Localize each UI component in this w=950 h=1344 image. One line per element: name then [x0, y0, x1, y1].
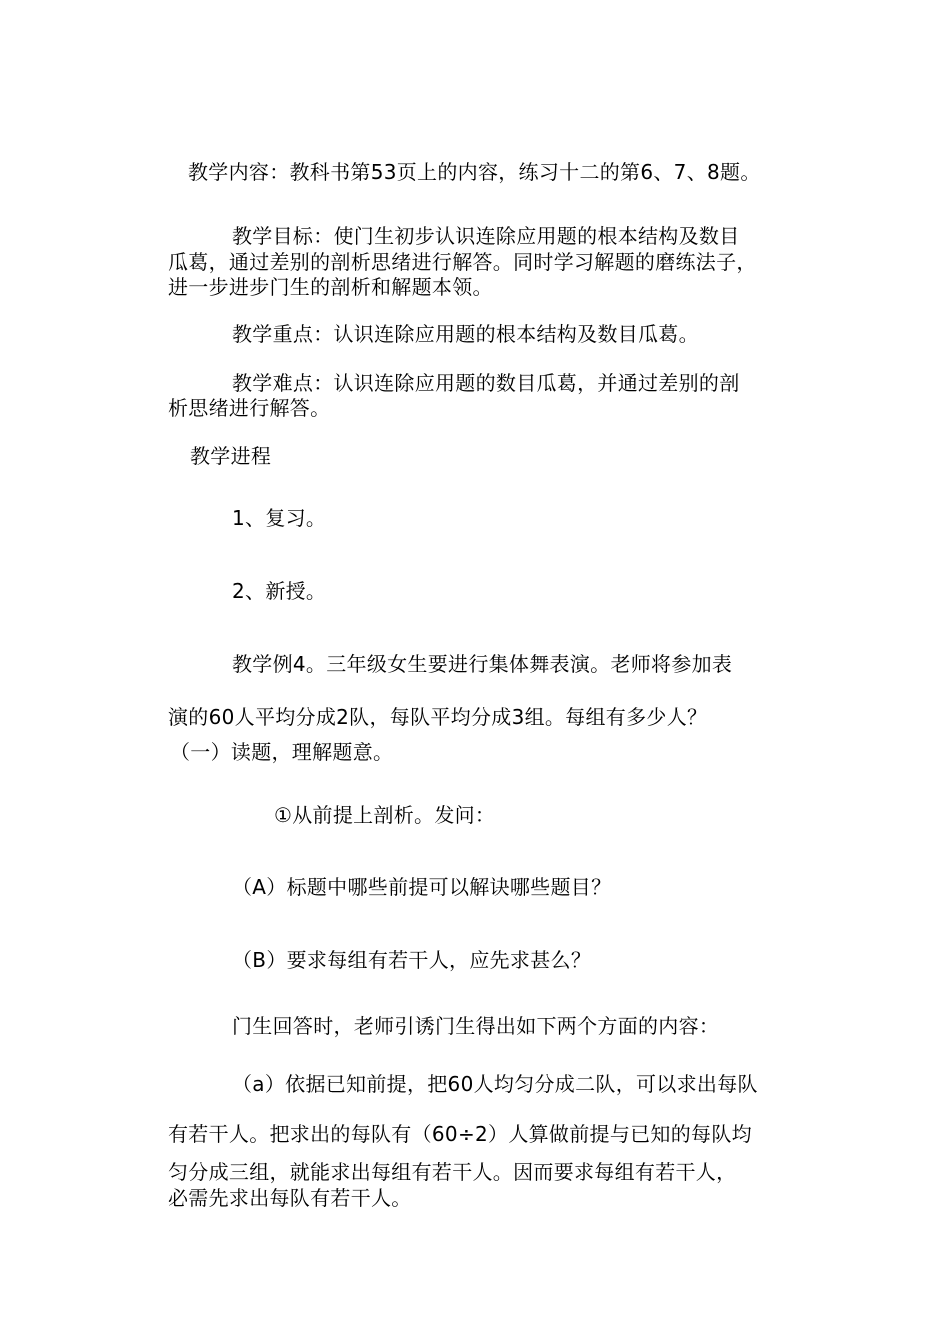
teaching-content-line: 教学内容：教科书第53页上的内容，练习十二的第6、7、8题。	[188, 160, 761, 184]
student-answer-intro: 门生回答时，老师引诱门生得出如下两个方面的内容：	[232, 1014, 720, 1038]
step-review: 1、复习。	[232, 506, 327, 530]
section-heading-process: 教学进程	[190, 444, 272, 468]
answer-a-line-3: 匀分成三组，就能求出每组有若干人。因而要求每组有若干人，	[168, 1160, 737, 1184]
answer-a-line-1: （a）依据已知前提，把60人均匀分成二队，可以求出每队	[232, 1072, 758, 1096]
analysis-from-premise: ①从前提上剖析。发问：	[274, 803, 496, 827]
teaching-goal-line-2: 瓜葛，通过差别的剖析思绪进行解答。同时学习解题的磨练法子，	[168, 250, 757, 274]
teaching-goal-line-3: 进一步进步门生的剖析和解题本领。	[168, 275, 493, 299]
step-new-lesson: 2、新授。	[232, 579, 327, 603]
answer-a-line-4: 必需先求出每队有若干人。	[168, 1186, 412, 1210]
subsection-read-question: （一）读题，理解题意。	[170, 740, 394, 764]
example-line-1: 教学例4。三年级女生要进行集体舞表演。老师将参加表	[232, 652, 733, 676]
example-line-2: 演的60人平均分成2队，每队平均分成3组。每组有多少人？	[168, 705, 708, 729]
teaching-focus-line: 教学重点：认识连除应用题的根本结构及数目瓜葛。	[232, 322, 699, 346]
question-b: （B）要求每组有若干人，应先求甚么？	[232, 948, 592, 972]
teaching-goal-line-1: 教学目标：使门生初步认识连除应用题的根本结构及数目	[232, 224, 740, 248]
answer-a-line-2: 有若干人。把求出的每队有（60÷2）人算做前提与已知的每队均	[168, 1122, 752, 1146]
teaching-difficulty-line-2: 析思绪进行解答。	[168, 396, 331, 420]
teaching-difficulty-line-1: 教学难点：认识连除应用题的数目瓜葛，并通过差别的剖	[232, 371, 740, 395]
question-a: （A）标题中哪些前提可以解诀哪些题目？	[232, 875, 612, 899]
